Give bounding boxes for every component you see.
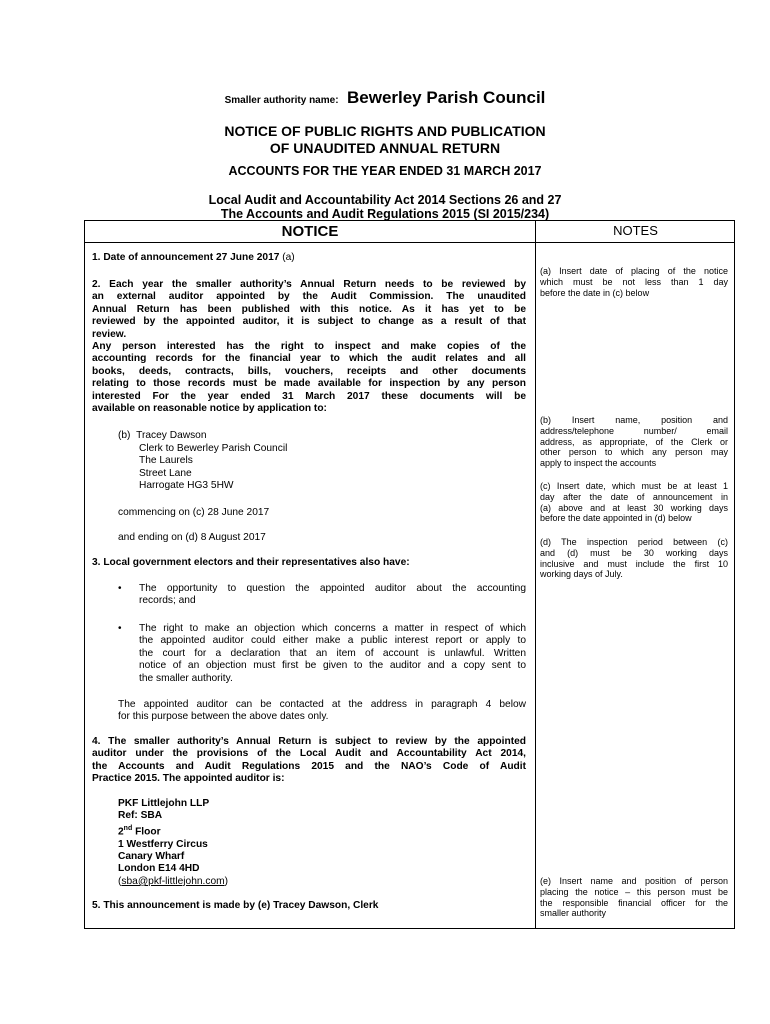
bullet-1-line: records; and [139,595,196,607]
authority-label: Smaller authority name: [224,95,339,106]
p2-line: Any person interested has the right to inspect and make copies of the [92,341,526,353]
note-c [540,481,728,524]
notes-column-heading: NOTES [613,223,658,238]
p2-line: 2. Each year the smaller authority’s Annual Return needs to be reviewed by [92,279,526,290]
contact-line: Harrogate HG3 5HW [139,480,234,492]
bullet-1 [139,583,526,608]
auditor-contact-line: The appointed auditor can be contacted at the address in paragraph 4 below [118,699,526,710]
contact-line: Street Lane [139,467,192,479]
p2-line: relating to those records must be made available for inspection by any person [92,378,526,390]
auditor-street: 1 Westferry Circus [118,838,208,850]
p2-line: interested For the year ended 31 March 2017 these documents will be [92,390,526,402]
note-b-line: address/telephone number/ email [540,425,728,436]
contact-address [139,443,287,493]
note-b-line: other person to which any person may [540,447,728,458]
p2-line: an external auditor appointed by the Audit Commission. The unaudited [92,291,526,303]
note-e-line: (e) Insert name and position of person [540,876,728,886]
note-a-line: which must be not less than 1 day [540,276,728,287]
auditor-floor-suffix: nd [123,824,133,832]
bullet-2-line: the appointed auditor could either make a public interest report or apply to [139,635,526,647]
ending-date: and ending on (d) 8 August 2017 [118,532,266,543]
paragraph-2 [92,279,526,415]
note-a [540,266,728,298]
p4-line: Practice 2015. The appointed auditor is: [92,773,285,785]
column-divider [535,221,536,928]
legislation-line2: The Accounts and Audit Regulations 2015 (SI 2015/234) [220,207,550,221]
note-d-line: (d) The inspection period between (c) [540,537,728,547]
note-a-line: (a) Insert date of placing of the notice [540,266,728,276]
email-paren-open: ( [118,875,122,887]
bullet-1-marker: • [118,583,122,594]
auditor-contact-note [118,699,526,724]
notice-title-line2: OF UNAUDITED ANNUAL RETURN [269,140,501,156]
bullet-1-line: The opportunity to question the appointed auditor about the accounting [139,583,526,594]
note-d-line: inclusive and must include the first 10 [540,558,728,569]
bullet-2-line: the court for a declaration that an item of account is unlawful. Written [139,647,526,659]
note-b-line: apply to inspect the accounts [540,458,657,469]
p4-line: 4. The smaller authority’s Annual Return is subject to review by the appointed [92,736,526,747]
auditor-email-link[interactable]: sba@pkf-littlejohn.com [121,875,225,887]
auditor-name: PKF Littlejohn LLP [118,798,210,809]
paragraph-1 [92,252,526,264]
email-paren-close: ) [224,875,229,887]
contact-name: Tracey Dawson [136,430,207,441]
bullet-2-line: the smaller authority. [139,672,233,684]
auditor-postcode: London E14 4HD [118,863,200,875]
p4-line: auditor under the provisions of the Local Audit and Accountability Act 2014, [92,748,526,760]
note-c-line: (c) Insert date, which must be at least 1 [540,481,728,491]
note-b-line: (b) Insert name, position and [540,415,728,425]
bullet-2-line: The right to make an objection which concerns a matter in respect of which [139,623,526,634]
paragraph-4 [92,736,526,786]
paragraph-5: 5. This announcement is made by (e) Tracey Dawson, Clerk [92,900,379,911]
contact-line: Clerk to Bewerley Parish Council [139,443,288,454]
legislation-line1: Local Audit and Accountability Act 2014 Sections 26 and 27 [208,193,562,207]
p2-line: available on reasonable notice by application to: [92,403,327,415]
notice-title-line1: NOTICE OF PUBLIC RIGHTS AND PUBLICATION [224,123,546,139]
note-c-line: day after the date of announcement in [540,491,728,502]
header-divider [85,242,734,243]
note-e-line: placing the notice – this person must be [540,886,728,897]
authority-name: Bewerley Parish Council [346,88,546,107]
auditor-contact-line: for this purpose between the above dates only. [118,711,329,723]
note-d [540,537,728,580]
announcement-date: 1. Date of announcement 27 June 2017 [92,252,280,263]
p4-line: the Accounts and Audit Regulations 2015 and the NAO’s Code of Audit [92,760,526,772]
note-c-line: before the date appointed in (d) below [540,513,692,524]
p2-line: reviewed by the appointed auditor, it is subject to change as a result of that [92,316,526,328]
note-d-line: and (d) must be 30 working days [540,547,728,558]
contact-line: The Laurels [139,455,193,467]
notice-column-heading: NOTICE [281,223,339,240]
note-b-line: address, as appropriate, of the Clerk or [540,436,728,447]
contact-ref: (b) [118,430,131,441]
note-d-line: working days of July. [540,569,623,580]
p2-line: review. [92,328,127,340]
note-e-line: the responsible financial officer for the [540,897,728,908]
p2-line: Annual Return has been published with this notice. As it has yet to be [92,303,526,315]
auditor-floor [118,823,228,839]
note-e-line: smaller authority [540,908,607,919]
auditor-floor-number: 2 [118,826,124,838]
p2-line: accounting records for the financial year to which the audit relates and all [92,353,526,365]
auditor-area: Canary Wharf [118,851,185,863]
p2-line: books, deeds, contracts, bills, vouchers, receipts and other documents [92,365,526,377]
accounts-year-heading: ACCOUNTS FOR THE YEAR ENDED 31 MARCH 2017 [228,164,542,178]
auditor-ref: Ref: SBA [118,810,163,822]
bullet-2-marker: • [118,623,122,634]
authority-heading [0,88,770,108]
commencing-date: commencing on (c) 28 June 2017 [118,507,270,518]
paragraph-3: 3. Local government electors and their representatives also have: [92,557,410,568]
announcement-date-ref: (a) [282,252,295,263]
note-b [540,415,728,469]
contact-name-line [118,430,207,442]
note-e [540,876,728,919]
note-a-line: before the date in (c) below [540,287,650,298]
auditor-address [118,798,228,888]
bullet-2 [139,623,526,685]
auditor-email-line [118,876,228,888]
bullet-2-line: notice of an objection must first be given to the auditor and a copy sent to [139,660,526,672]
auditor-floor-text: Floor [132,826,161,838]
note-c-line: (a) above and at least 30 working days [540,502,728,513]
